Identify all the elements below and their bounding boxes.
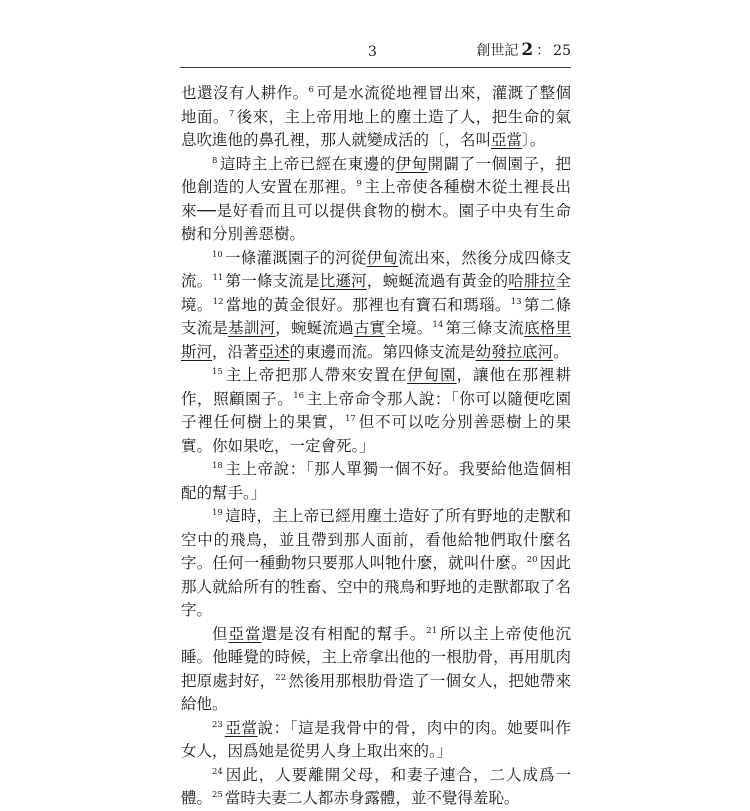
verse-number: 15 bbox=[212, 367, 223, 377]
paragraph bbox=[181, 623, 571, 717]
verse-number: 8 bbox=[212, 155, 218, 166]
verse-number: 22 bbox=[275, 672, 287, 683]
verse-text: 一條灌溉園子的河從 bbox=[224, 248, 367, 267]
scripture-text bbox=[181, 82, 571, 811]
verse-text: ，蜿蜒流過 bbox=[275, 319, 354, 337]
proper-name: 亞當 bbox=[228, 624, 262, 643]
paragraph bbox=[181, 82, 571, 153]
verse-number: 14 bbox=[432, 320, 444, 330]
verse-text: 流出來，然後分成四條支流。 bbox=[181, 248, 571, 290]
proper-name: 底格里斯河 bbox=[181, 319, 571, 361]
verse-text: 〕。 bbox=[522, 131, 546, 149]
verse-text: 還是沒有相配的幫手。 bbox=[261, 624, 427, 643]
proper-name: 哈腓拉 bbox=[508, 272, 556, 290]
running-head-verse: 25 bbox=[553, 43, 571, 59]
proper-name: 伊甸園 bbox=[407, 366, 457, 384]
verse-text: 因此，人要離開父母，和妻子連合，二人成爲一體。 bbox=[181, 765, 571, 807]
verse-number: 7 bbox=[228, 108, 235, 119]
verse-text: 後來，主上帝用地上的塵土造了人，把生命的氣息吹進他的鼻孔裡，那人就變成活的〔，名叫 bbox=[181, 107, 571, 149]
verse-text: 當地的黃金很好。那裡也有寶石和瑪瑙。 bbox=[225, 295, 511, 314]
verse-number: 16 bbox=[293, 390, 305, 401]
verse-number: 25 bbox=[212, 790, 223, 800]
verse-text: 全境。 bbox=[181, 272, 571, 314]
verse-text: 主上帝把那人帶來安置在 bbox=[224, 366, 408, 384]
verse-text: 主上帝命令那人說：「你可以隨便吃園子裡任何樹上的果實， bbox=[181, 389, 571, 431]
running-head-book: 創世記 bbox=[476, 43, 519, 59]
header-rule bbox=[180, 67, 571, 68]
verse-text: 的東邊而流。第四條支流是 bbox=[289, 342, 476, 361]
verse-number: 18 bbox=[212, 461, 223, 471]
proper-name: 伊甸 bbox=[395, 154, 428, 173]
verse-text: 當時夫妻二人都赤身露體，並不覺得羞恥。 bbox=[224, 789, 520, 807]
verse-number: 6 bbox=[308, 85, 314, 95]
proper-name: 幼發拉底河 bbox=[475, 342, 554, 361]
verse-text: 說：「這是我骨中的骨，肉中的肉。她要叫作女人，因爲她是從男人身上取出來的。」 bbox=[181, 718, 571, 760]
verse-text: 然後用那根肋骨造了一個女人，把她帶來給他。 bbox=[181, 671, 571, 713]
running-head-separator: ： bbox=[536, 43, 551, 59]
paragraph bbox=[181, 153, 571, 247]
verse-number: 17 bbox=[344, 414, 356, 424]
running-head bbox=[476, 40, 571, 61]
paragraph bbox=[181, 247, 571, 365]
verse-text: 全境。 bbox=[385, 319, 433, 337]
proper-name: 基訓河 bbox=[228, 319, 276, 337]
verse-number: 24 bbox=[212, 766, 223, 777]
verse-text: 。 bbox=[553, 342, 569, 361]
verse-number: 12 bbox=[212, 296, 224, 307]
verse-text: 第二條支流是 bbox=[181, 295, 571, 337]
verse-number: 13 bbox=[510, 296, 522, 307]
proper-name: 古實 bbox=[353, 319, 386, 337]
proper-name: 比遜河 bbox=[319, 272, 367, 290]
verse-text: 主上帝說：「那人單獨一個不好。我要給他造個相配的幫手。」 bbox=[181, 460, 571, 502]
paragraph bbox=[181, 364, 571, 458]
proper-name: 伊甸 bbox=[366, 248, 399, 267]
running-head-chapter: 2 bbox=[521, 40, 534, 60]
verse-number: 11 bbox=[212, 273, 224, 283]
verse-number: 10 bbox=[212, 249, 223, 260]
paragraph bbox=[181, 505, 571, 623]
verse-text: 因此那人就給所有的牲畜、空中的飛鳥和野地的走獸都取了名字。 bbox=[181, 554, 571, 619]
verse-number: 20 bbox=[526, 555, 538, 565]
verse-text: 第三條支流 bbox=[445, 319, 525, 337]
verse-text: ，蜿蜒流過有黃金的 bbox=[366, 272, 509, 290]
paragraph bbox=[181, 764, 571, 811]
page-number: 3 bbox=[368, 44, 377, 60]
proper-name: 亞述 bbox=[258, 342, 290, 361]
verse-text: 第一條支流是 bbox=[225, 272, 320, 290]
verse-text: 開闢了一個園子，把他創造的人安置在那裡。 bbox=[181, 154, 571, 196]
paragraph bbox=[181, 717, 571, 764]
verse-number: 9 bbox=[356, 179, 362, 189]
verse-text: 這時，主上帝已經用塵土造好了所有野地的走獸和空中的飛鳥，並且帶到那人面前，看他給牠們取什麼名字。任何一種動物只要那人叫牠什麼，就叫什麼。 bbox=[181, 507, 571, 572]
verse-text: 但 bbox=[212, 624, 229, 643]
verse-text: 主上帝使各種樹木從土裡長出來──是好看而且可以提供食物的樹木。園子中央有生命樹和分別善惡樹。 bbox=[181, 178, 571, 243]
verse-text: 這時主上帝已經在東邊的 bbox=[219, 154, 396, 173]
verse-text: ，讓他在那裡耕作，照顧園子。 bbox=[181, 366, 571, 408]
verse-text: 也還沒有人耕作。 bbox=[181, 84, 309, 102]
verse-text: 可是水流從地裡冒出來，灌溉了整個地面。 bbox=[181, 84, 571, 126]
verse-text: ，沿著 bbox=[212, 342, 259, 361]
paragraph bbox=[181, 458, 571, 505]
verse-text: 但不可以吃分別善惡樹上的果實。你如果吃，一定會死。」 bbox=[181, 413, 571, 455]
verse-number: 21 bbox=[426, 625, 438, 636]
verse-number: 23 bbox=[212, 719, 223, 730]
verse-number: 19 bbox=[212, 508, 223, 518]
verse-text: 所以主上帝使他沉睡。他睡覺的時候，主上帝拿出他的一根肋骨，再用肌肉把原處封好， bbox=[181, 624, 571, 690]
proper-name: 亞當 bbox=[224, 718, 258, 737]
proper-name: 亞當 bbox=[491, 131, 523, 149]
